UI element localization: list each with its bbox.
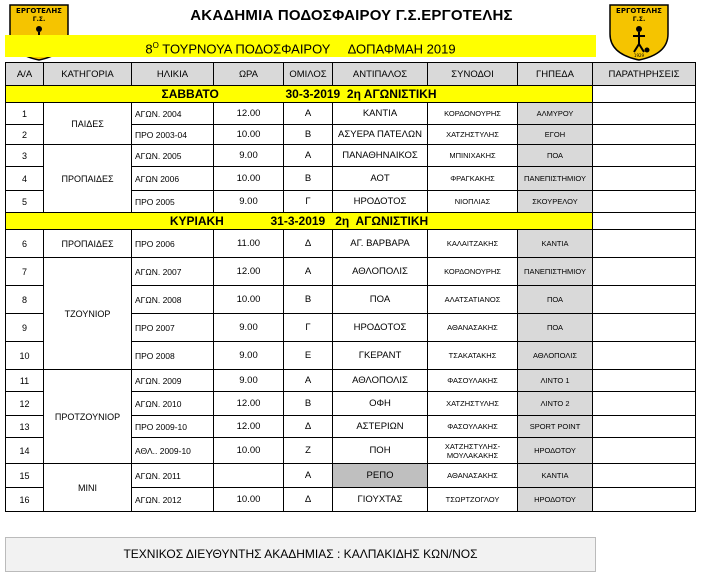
time-cell: 9.00 <box>214 342 284 370</box>
document-title: ΑΚΑΔΗΜΙΑ ΠΟΔΟΣΦΑΙΡΟΥ Γ.Σ.ΕΡΓΟΤΕΛΗΣ <box>190 7 513 24</box>
group-cell: Γ <box>284 314 333 342</box>
age-cell: ΠΡΟ 2006 <box>132 230 214 258</box>
escort-cell: ΑΛΑΤΣΑΤΙΑΝΟΣ <box>428 286 518 314</box>
row-number: 1 <box>6 103 44 125</box>
group-cell: Δ <box>284 488 333 512</box>
row-number: 13 <box>6 416 44 438</box>
table-row <box>6 103 696 125</box>
ergotelis-logo <box>606 2 672 62</box>
group-cell: Α <box>284 370 333 392</box>
opponent-cell: ΑΣΤΕΡΙΩΝ <box>333 416 428 438</box>
col-header: Α/Α <box>6 63 44 86</box>
opponent-cell: ΠΟΗ <box>333 438 428 464</box>
time-cell: 12.00 <box>214 258 284 286</box>
time-cell: 9.00 <box>214 145 284 167</box>
col-header: ΗΛΙΚΙΑ <box>132 63 214 86</box>
field-cell: ΛΙΝΤΟ 1 <box>518 370 593 392</box>
escort-cell: ΜΠΙΝΙΧΑΚΗΣ <box>428 145 518 167</box>
opponent-cell: ΠΟΑ <box>333 286 428 314</box>
escort-cell: ΚΟΡΔΟΝΟΥΡΗΣ <box>428 258 518 286</box>
row-number: 11 <box>6 370 44 392</box>
field-cell: ΠΟΑ <box>518 286 593 314</box>
escort-cell: ΤΣΑΚΑΤΑΚΗΣ <box>428 342 518 370</box>
field-cell: ΗΡΟΔΟΤΟΥ <box>518 488 593 512</box>
remarks-cell <box>593 125 696 145</box>
group-cell: Β <box>284 392 333 416</box>
opponent-cell: ΚΑΝΤΙΑ <box>333 103 428 125</box>
time-cell: 12.00 <box>214 103 284 125</box>
row-number: 6 <box>6 230 44 258</box>
opponent-cell: ΑΘΛΟΠΟΛΙΣ <box>333 258 428 286</box>
field-cell: ΗΡΟΔΟΤΟΥ <box>518 438 593 464</box>
remarks-cell <box>593 416 696 438</box>
time-cell: 10.00 <box>214 438 284 464</box>
opponent-cell: ΑΣΥΕΡΑ ΠΑΤΕΛΩΝ <box>333 125 428 145</box>
col-header: ΩΡΑ <box>214 63 284 86</box>
schedule-table <box>5 62 696 512</box>
group-cell: Ε <box>284 342 333 370</box>
age-cell: ΠΡΟ 2009-10 <box>132 416 214 438</box>
remarks-cell <box>593 145 696 167</box>
col-header: ΣΥΝΟΔΟΙ <box>428 63 518 86</box>
group-cell: Γ <box>284 191 333 213</box>
remarks-cell <box>593 103 696 125</box>
opponent-cell: ΟΦΗ <box>333 392 428 416</box>
row-number: 7 <box>6 258 44 286</box>
group-cell: Δ <box>284 230 333 258</box>
time-cell: 11.00 <box>214 230 284 258</box>
escort-cell: ΚΟΡΔΟΝΟΥΡΗΣ <box>428 103 518 125</box>
escort-cell: ΝΙΟΠΛΙΑΣ <box>428 191 518 213</box>
row-number: 8 <box>6 286 44 314</box>
field-cell: ΠΟΑ <box>518 145 593 167</box>
remarks-cell <box>593 438 696 464</box>
remarks-cell <box>593 464 696 488</box>
remarks-cell <box>593 230 696 258</box>
field-cell: ΣΚΟΥΡΕΛΟΥ <box>518 191 593 213</box>
category-cell: ΤΖΟΥΝΙΟΡ <box>44 258 132 370</box>
table-row <box>6 230 696 258</box>
time-cell: 10.00 <box>214 167 284 191</box>
group-cell: Δ <box>284 416 333 438</box>
escort-cell: ΑΘΑΝΑΣΑΚΗΣ <box>428 464 518 488</box>
age-cell: ΠΡΟ 2008 <box>132 342 214 370</box>
category-cell: ΜΙΝΙ <box>44 464 132 512</box>
escort-cell: ΧΑΤΖΗΣΤΥΛΗΣ <box>428 392 518 416</box>
escort-cell: ΑΘΑΝΑΣΑΚΗΣ <box>428 314 518 342</box>
age-cell: ΑΓΩΝ 2006 <box>132 167 214 191</box>
field-cell: ΠΟΑ <box>518 314 593 342</box>
age-cell: ΑΓΩΝ. 2012 <box>132 488 214 512</box>
time-cell <box>214 464 284 488</box>
row-number: 5 <box>6 191 44 213</box>
time-cell: 9.00 <box>214 314 284 342</box>
time-cell: 9.00 <box>214 191 284 213</box>
age-cell: ΑΓΩΝ. 2009 <box>132 370 214 392</box>
row-number: 15 <box>6 464 44 488</box>
category-cell: ΠΡΟΤΖΟΥΝΙΟΡ <box>44 370 132 464</box>
time-cell: 9.00 <box>214 370 284 392</box>
day-label: ΣΑΒΒΑΤΟ 30-3-2019 2η ΑΓΩΝΙΣΤΙΚΗ <box>6 86 593 103</box>
remarks-cell <box>593 167 696 191</box>
day-header-sunday <box>6 213 696 230</box>
svg-text:ΕΡΓΟΤΕΛΗΣ: ΕΡΓΟΤΕΛΗΣ <box>16 7 62 15</box>
day-label: ΚΥΡΙΑΚΗ 31-3-2019 2η ΑΓΩΝΙΣΤΙΚΗ <box>6 213 593 230</box>
remarks-cell <box>593 488 696 512</box>
table-row <box>6 464 696 488</box>
escort-cell: ΚΑΛΑΙΤΖΑΚΗΣ <box>428 230 518 258</box>
remarks-cell <box>593 370 696 392</box>
row-number: 16 <box>6 488 44 512</box>
opponent-cell: ΠΑΝΑΘΗΝΑΙΚΟΣ <box>333 145 428 167</box>
group-cell: Β <box>284 167 333 191</box>
remarks-cell <box>593 314 696 342</box>
field-cell: ΚΑΝΤΙΑ <box>518 230 593 258</box>
field-cell: ΕΓΟΗ <box>518 125 593 145</box>
svg-text:Γ.Σ.: Γ.Σ. <box>32 16 46 23</box>
time-cell: 10.00 <box>214 286 284 314</box>
age-cell: ΑΘΛ.. 2009-10 <box>132 438 214 464</box>
opponent-cell: ΗΡΟΔΟΤΟΣ <box>333 191 428 213</box>
col-header: ΑΝΤΙΠΑΛΟΣ <box>333 63 428 86</box>
opponent-cell: ΑΘΛΟΠΟΛΙΣ <box>333 370 428 392</box>
category-cell: ΠΑΙΔΕΣ <box>44 103 132 145</box>
escort-cell: ΦΑΣΟΥΛΑΚΗΣ <box>428 416 518 438</box>
remarks-cell <box>593 392 696 416</box>
time-cell: 10.00 <box>214 125 284 145</box>
group-cell: Α <box>284 258 333 286</box>
group-cell: Ζ <box>284 438 333 464</box>
col-header: ΓΗΠΕΔΑ <box>518 63 593 86</box>
field-cell: SPORT POINT <box>518 416 593 438</box>
time-cell: 10.00 <box>214 488 284 512</box>
col-header: ΟΜΙΛΟΣ <box>284 63 333 86</box>
remarks-cell <box>593 258 696 286</box>
opponent-cell: ΓΚΕΡΑΝΤ <box>333 342 428 370</box>
escort-cell: ΤΣΩΡΤΖΟΓΛΟΥ <box>428 488 518 512</box>
opponent-cell: ΗΡΟΔΟΤΟΣ <box>333 314 428 342</box>
time-cell: 12.00 <box>214 392 284 416</box>
field-cell: ΛΙΝΤΟ 2 <box>518 392 593 416</box>
row-number: 3 <box>6 145 44 167</box>
category-cell: ΠΡΟΠΑΙΔΕΣ <box>44 145 132 213</box>
row-number: 14 <box>6 438 44 464</box>
svg-text:Γ.Σ.: Γ.Σ. <box>632 16 646 23</box>
group-cell: Α <box>284 103 333 125</box>
remarks-cell <box>593 191 696 213</box>
header-row <box>6 63 696 86</box>
field-cell: ΚΑΝΤΙΑ <box>518 464 593 488</box>
group-cell: Β <box>284 125 333 145</box>
svg-text:1929: 1929 <box>633 53 645 58</box>
technical-director-footer: ΤΕΧΝΙΚΟΣ ΔΙΕΥΘΥΝΤΗΣ ΑΚΑΔΗΜΙΑΣ : ΚΑΛΠΑΚΙΔΗΣ ΚΩΝ/ΝΟΣ <box>5 537 596 572</box>
escort-cell: ΦΑΣΟΥΛΑΚΗΣ <box>428 370 518 392</box>
category-cell: ΠΡΟΠΑΙΔΕΣ <box>44 230 132 258</box>
escort-cell: ΧΑΤΖΗΣΤΥΛΗΣ-ΜΟΥΛΑΚΑΚΗΣ <box>428 438 518 464</box>
age-cell: ΑΓΩΝ. 2004 <box>132 103 214 125</box>
group-cell: Α <box>284 145 333 167</box>
field-cell: ΠΑΝΕΠΙΣΤΗΜΙΟΥ <box>518 167 593 191</box>
row-number: 10 <box>6 342 44 370</box>
age-cell: ΑΓΩΝ. 2008 <box>132 286 214 314</box>
escort-cell: ΧΑΤΖΗΣΤΥΛΗΣ <box>428 125 518 145</box>
group-cell: Β <box>284 286 333 314</box>
day-header-saturday <box>6 86 696 103</box>
row-number: 4 <box>6 167 44 191</box>
age-cell: ΑΓΩΝ. 2005 <box>132 145 214 167</box>
col-header: ΠΑΡΑΤΗΡΗΣΕΙΣ <box>593 63 696 86</box>
remarks-cell <box>593 286 696 314</box>
opponent-cell: ΑΓ. ΒΑΡΒΑΡΑ <box>333 230 428 258</box>
age-cell: ΠΡΟ 2003-04 <box>132 125 214 145</box>
field-cell: ΠΑΝΕΠΙΣΤΗΜΙΟΥ <box>518 258 593 286</box>
age-cell: ΑΓΩΝ. 2010 <box>132 392 214 416</box>
row-number: 2 <box>6 125 44 145</box>
svg-text:ΕΡΓΟΤΕΛΗΣ: ΕΡΓΟΤΕΛΗΣ <box>616 7 662 15</box>
table-row <box>6 145 696 167</box>
col-header: ΚΑΤΗΓΟΡΙΑ <box>44 63 132 86</box>
table-row <box>6 370 696 392</box>
row-number: 12 <box>6 392 44 416</box>
opponent-cell: ΡΕΠΟ <box>333 464 428 488</box>
age-cell: ΠΡΟ 2005 <box>132 191 214 213</box>
remarks-cell <box>593 342 696 370</box>
tournament-subtitle: $8^O$ ΤΟΥΡΝΟΥΑ ΠΟΔΟΣΦΑΙΡΟΥ ΔΟΠΑΦΜΑΗ 2019 <box>5 35 596 57</box>
row-number: 9 <box>6 314 44 342</box>
escort-cell: ΦΡΑΓΚΑΚΗΣ <box>428 167 518 191</box>
opponent-cell: ΓΙΟΥΧΤΑΣ <box>333 488 428 512</box>
group-cell: Α <box>284 464 333 488</box>
time-cell: 12.00 <box>214 416 284 438</box>
table-row <box>6 258 696 286</box>
age-cell: ΠΡΟ 2007 <box>132 314 214 342</box>
age-cell: ΑΓΩΝ. 2011 <box>132 464 214 488</box>
opponent-cell: ΑΟΤ <box>333 167 428 191</box>
age-cell: ΑΓΩΝ. 2007 <box>132 258 214 286</box>
field-cell: ΑΘΛΟΠΟΛΙΣ <box>518 342 593 370</box>
field-cell: ΑΛΜΥΡΟΥ <box>518 103 593 125</box>
